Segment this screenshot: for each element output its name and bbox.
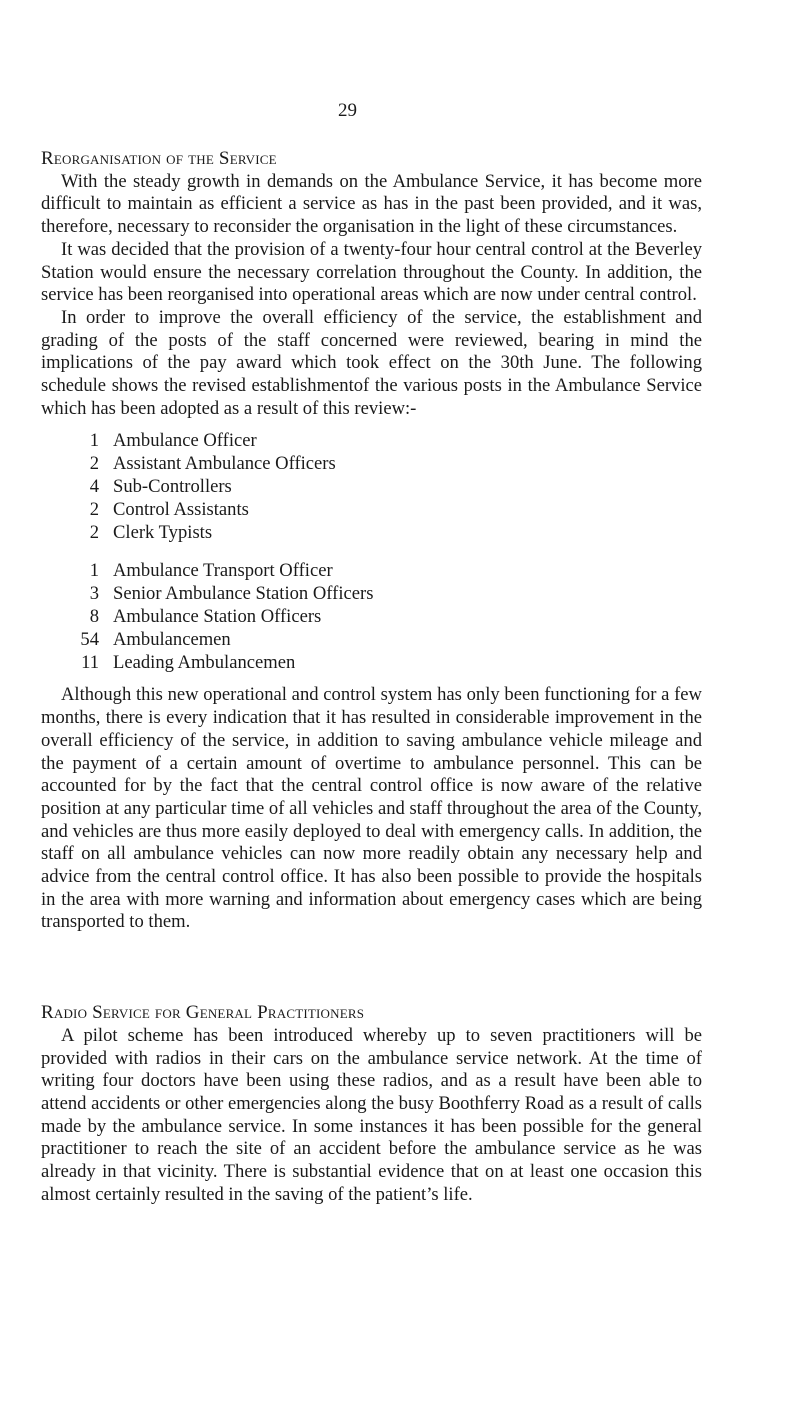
staff-title: Senior Ambulance Station Officers xyxy=(113,583,374,605)
paragraph: It was decided that the provision of a twenty-four hour central control at the Beverley Station would ensure the necessary correlation throughout the County. In addition, the service has been reorganised into operational areas which are now under central control. xyxy=(41,238,702,306)
paragraph: Although this new operational and control system has only been functioning for a few months, there is every indication that it has resulted in considerable improvement in the overall efficiency of the service, in addition to saving ambulance vehicle mileage and the payment of a certain amount of overtime to ambulance personnel. This can be accounted for by the fact that the central control office is now aware of the relative position at any particular time of all vehicles and staff throughout the area of the County, and vehicles are thus more easily deployed to deal with emergency calls. In addition, the staff on all ambulance vehicles can now more readily obtain any necessary help and advice from the central control office. It has also been possible to provide the hospitals in the area with more warning and information about emergency cases which are being transported to them. xyxy=(41,684,702,933)
staff-title: Ambulance Officer xyxy=(113,430,257,452)
staff-title: Control Assistants xyxy=(113,498,249,520)
staff-count: 2 xyxy=(89,498,99,520)
staff-row xyxy=(41,522,702,545)
staff-count: 3 xyxy=(89,583,99,605)
staff-title: Clerk Typists xyxy=(113,521,213,543)
paragraph: A pilot scheme has been introduced whereby up to seven practitioners will be provided with radios in their cars on the ambulance service network. At the time of writing four doctors have been using these radios, and as a result have been able to attend accidents or other emergencies along the busy Boothferry Road as a result of calls made by the ambulance service. In some instances it has been possible for the general practitioner to reach the site of an accident before the ambulance service as he was already in that vicinity. There is substantial evidence that on at least one occasion this almost certainly resulted in the saving of the patient’s life. xyxy=(41,1024,702,1205)
staff-row xyxy=(41,629,702,652)
staff-row xyxy=(41,453,702,476)
staff-title: Leading Ambulancemen xyxy=(113,651,296,673)
section-reorganisation xyxy=(41,148,702,934)
staff-row xyxy=(41,499,702,522)
staff-schedule-admin xyxy=(41,430,702,544)
staff-count: 54 xyxy=(80,628,99,650)
paragraph: In order to improve the overall efficiency of the service, the establishment and grading of the posts of the staff concerned were reviewed, bearing in mind the implications of the pay award which took effect on the 30th June. The following schedule shows the revised establishmentof the various posts in the Ambulance Service which has been adopted as a result of this review:- xyxy=(41,306,702,419)
staff-row xyxy=(41,606,702,629)
document-body xyxy=(41,148,702,1206)
staff-title: Assistant Ambulance Officers xyxy=(113,453,336,475)
staff-row xyxy=(41,583,702,606)
staff-title: Ambulance Station Officers xyxy=(113,606,322,628)
staff-count: 1 xyxy=(89,560,99,582)
staff-count: 2 xyxy=(89,521,99,543)
staff-count: 8 xyxy=(89,606,99,628)
page-number: 29 xyxy=(338,100,357,121)
section-heading-reorganisation: Reorganisation of the Service xyxy=(41,148,277,169)
staff-count: 1 xyxy=(89,430,99,452)
staff-count: 2 xyxy=(89,453,99,475)
staff-count: 4 xyxy=(89,476,99,498)
section-radio-service xyxy=(41,1002,702,1206)
staff-row xyxy=(41,476,702,499)
staff-title: Sub-Controllers xyxy=(113,476,232,498)
staff-row xyxy=(41,560,702,583)
staff-title: Ambulancemen xyxy=(113,628,231,650)
staff-title: Ambulance Transport Officer xyxy=(113,560,333,582)
staff-row xyxy=(41,430,702,453)
paragraph: With the steady growth in demands on the Ambulance Service, it has become more difficult to maintain as efficient a service as has in the past been provided, and it was, therefore, necessary to reconsider the organisation in the light of these circumstances. xyxy=(41,170,702,238)
staff-count: 11 xyxy=(81,651,99,673)
staff-row xyxy=(41,652,702,675)
staff-schedule-operational xyxy=(41,560,702,674)
section-heading-radio-service: Radio Service for General Practitioners xyxy=(41,1002,365,1024)
